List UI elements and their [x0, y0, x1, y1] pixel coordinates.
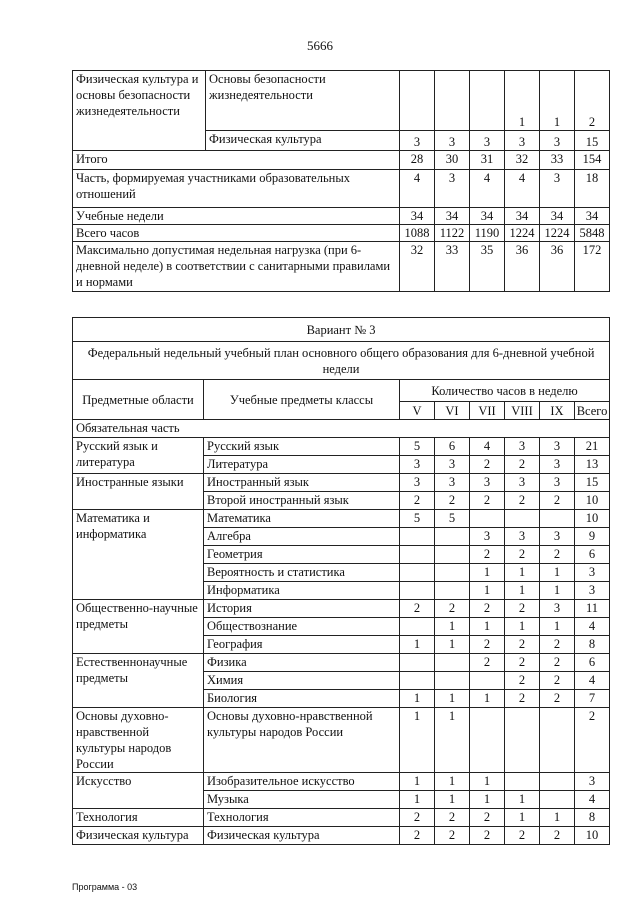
subject-area-cell: Русский язык и литература: [73, 438, 204, 474]
hours-cell: 3: [540, 600, 575, 618]
hours-cell: 13: [575, 456, 610, 474]
subject-area-cell: Общественно-научные предметы: [73, 600, 204, 654]
subject-cell: Иностранный язык: [204, 474, 400, 492]
hours-cell: 2: [505, 636, 540, 654]
hours-cell: [435, 71, 470, 131]
subject-cell: Химия: [204, 672, 400, 690]
hours-cell: 2: [505, 600, 540, 618]
hours-cell: [400, 564, 435, 582]
hours-cell: 2: [575, 71, 610, 131]
hours-cell: 2: [470, 654, 505, 672]
hours-cell: 1: [470, 690, 505, 708]
hours-cell: [400, 582, 435, 600]
page-number: 5666: [307, 38, 333, 53]
hours-cell: 1: [470, 773, 505, 791]
hours-cell: 1: [435, 791, 470, 809]
hours-cell: 2: [505, 456, 540, 474]
hours-cell: 2: [400, 827, 435, 845]
hours-cell: 34: [470, 208, 505, 225]
hours-cell: 4: [575, 672, 610, 690]
hours-cell: 1: [435, 708, 470, 773]
subject-cell: Второй иностранный язык: [204, 492, 400, 510]
grade-header: VIII: [505, 402, 540, 420]
hours-cell: 3: [400, 131, 435, 151]
hours-cell: 6: [435, 438, 470, 456]
hours-cell: 31: [470, 151, 505, 170]
hours-cell: 15: [575, 474, 610, 492]
column-header-subject: Учебные предметы классы: [204, 380, 400, 420]
hours-cell: 3: [540, 474, 575, 492]
hours-cell: 3: [400, 474, 435, 492]
hours-cell: 5: [435, 510, 470, 528]
hours-cell: 21: [575, 438, 610, 456]
hours-cell: [400, 528, 435, 546]
hours-cell: 1190: [470, 225, 505, 242]
table-row: [73, 71, 610, 131]
hours-cell: 1: [435, 618, 470, 636]
hours-cell: 1: [400, 791, 435, 809]
hours-cell: [540, 708, 575, 773]
hours-cell: 2: [540, 492, 575, 510]
subject-area-cell: Иностранные языки: [73, 474, 204, 510]
hours-cell: 3: [505, 474, 540, 492]
hours-cell: 3: [400, 456, 435, 474]
hours-cell: 2: [505, 690, 540, 708]
hours-cell: [470, 708, 505, 773]
hours-cell: 3: [575, 773, 610, 791]
hours-cell: [400, 71, 435, 131]
grade-header: IX: [540, 402, 575, 420]
hours-cell: 2: [575, 708, 610, 773]
hours-cell: 2: [540, 636, 575, 654]
hours-cell: 2: [400, 492, 435, 510]
column-header-area: Предметные области: [73, 380, 204, 420]
hours-cell: 2: [540, 827, 575, 845]
hours-cell: [435, 564, 470, 582]
hours-cell: 2: [435, 492, 470, 510]
summary-label-cell: Максимально допустимая недельная нагрузка (при 6-дневной неделе) в соответствии с санитарными правилами и нормами: [73, 242, 400, 292]
hours-cell: 1: [470, 564, 505, 582]
hours-cell: 1: [505, 71, 540, 131]
subject-cell: Геометрия: [204, 546, 400, 564]
column-header-hours: Количество часов в неделю: [400, 380, 610, 402]
subject-area-cell: Физическая культура и основы безопасности жизнедеятельности: [73, 71, 206, 151]
table-row: [73, 510, 610, 528]
subject-cell: Физическая культура: [204, 827, 400, 845]
hours-cell: 4: [400, 170, 435, 208]
table-row: [73, 654, 610, 672]
table-row: [73, 318, 610, 342]
hours-cell: 1: [470, 791, 505, 809]
hours-cell: 3: [435, 131, 470, 151]
hours-cell: 33: [540, 151, 575, 170]
table-row: [73, 151, 610, 170]
hours-cell: 34: [435, 208, 470, 225]
hours-cell: [505, 510, 540, 528]
subject-cell: Музыка: [204, 791, 400, 809]
hours-cell: 2: [505, 827, 540, 845]
hours-cell: 3: [540, 456, 575, 474]
table-row: [73, 773, 610, 791]
table-row: [73, 208, 610, 225]
hours-cell: 1: [400, 636, 435, 654]
subject-cell: Литература: [204, 456, 400, 474]
totals-table: [72, 70, 610, 292]
variant-title: Вариант № 3: [73, 318, 610, 342]
hours-cell: 1: [435, 690, 470, 708]
hours-cell: 3: [575, 564, 610, 582]
grade-header: Всего: [575, 402, 610, 420]
hours-cell: 2: [540, 690, 575, 708]
hours-cell: 15: [575, 131, 610, 151]
hours-cell: 1: [400, 708, 435, 773]
table-row: [73, 827, 610, 845]
subject-cell: История: [204, 600, 400, 618]
hours-cell: 11: [575, 600, 610, 618]
hours-cell: 5848: [575, 225, 610, 242]
hours-cell: 8: [575, 636, 610, 654]
subject-cell: Изобразительное искусство: [204, 773, 400, 791]
hours-cell: [540, 773, 575, 791]
hours-cell: 1: [505, 809, 540, 827]
hours-cell: 1122: [435, 225, 470, 242]
hours-cell: 3: [435, 170, 470, 208]
hours-cell: 1088: [400, 225, 435, 242]
hours-cell: [435, 546, 470, 564]
hours-cell: 4: [575, 618, 610, 636]
hours-cell: 3: [470, 474, 505, 492]
hours-cell: 9: [575, 528, 610, 546]
hours-cell: 28: [400, 151, 435, 170]
hours-cell: 1: [505, 618, 540, 636]
summary-label-cell: Учебные недели: [73, 208, 400, 225]
footer-text: Программа - 03: [72, 882, 138, 892]
hours-cell: 18: [575, 170, 610, 208]
hours-cell: 1: [435, 636, 470, 654]
hours-cell: 2: [470, 546, 505, 564]
table-row: [73, 474, 610, 492]
hours-cell: 4: [505, 170, 540, 208]
table-row: [73, 438, 610, 456]
hours-cell: 172: [575, 242, 610, 292]
hours-cell: 35: [470, 242, 505, 292]
hours-cell: 1: [505, 564, 540, 582]
hours-cell: 32: [400, 242, 435, 292]
hours-cell: 34: [575, 208, 610, 225]
hours-cell: 34: [540, 208, 575, 225]
hours-cell: [435, 672, 470, 690]
subject-cell: Биология: [204, 690, 400, 708]
hours-cell: 2: [470, 600, 505, 618]
subject-cell: Основы духовно-нравственной культуры народов России: [204, 708, 400, 773]
subject-area-cell: Физическая культура: [73, 827, 204, 845]
hours-cell: 6: [575, 654, 610, 672]
subject-area-cell: Математика и информатика: [73, 510, 204, 600]
hours-cell: [400, 672, 435, 690]
hours-cell: 2: [470, 809, 505, 827]
table-row: [73, 170, 610, 208]
hours-cell: 1: [540, 809, 575, 827]
hours-cell: [470, 672, 505, 690]
hours-cell: 3: [435, 474, 470, 492]
subject-cell: Вероятность и статистика: [204, 564, 400, 582]
hours-cell: 1224: [505, 225, 540, 242]
table-row: [73, 342, 610, 380]
hours-cell: 2: [505, 492, 540, 510]
hours-cell: 1: [505, 582, 540, 600]
hours-cell: 1: [540, 71, 575, 131]
hours-cell: 7: [575, 690, 610, 708]
hours-cell: 34: [400, 208, 435, 225]
hours-cell: [400, 618, 435, 636]
hours-cell: 1: [400, 690, 435, 708]
subject-cell: Физика: [204, 654, 400, 672]
hours-cell: 3: [505, 438, 540, 456]
hours-cell: 36: [540, 242, 575, 292]
subject-cell: Алгебра: [204, 528, 400, 546]
hours-cell: 2: [540, 672, 575, 690]
subject-cell: Физическая культура: [206, 131, 400, 151]
hours-cell: 1: [470, 582, 505, 600]
hours-cell: 2: [505, 672, 540, 690]
hours-cell: 4: [470, 438, 505, 456]
hours-cell: [435, 582, 470, 600]
hours-cell: 2: [505, 654, 540, 672]
hours-cell: 1: [505, 791, 540, 809]
subject-cell: Технология: [204, 809, 400, 827]
summary-label-cell: Всего часов: [73, 225, 400, 242]
hours-cell: 2: [540, 546, 575, 564]
hours-cell: 2: [435, 600, 470, 618]
hours-cell: 5: [400, 438, 435, 456]
table-row: [73, 809, 610, 827]
hours-cell: 3: [540, 131, 575, 151]
subject-cell: География: [204, 636, 400, 654]
hours-cell: 30: [435, 151, 470, 170]
table-row: [73, 420, 610, 438]
hours-cell: 2: [400, 600, 435, 618]
subject-cell: Информатика: [204, 582, 400, 600]
subject-area-cell: Естественнонаучные предметы: [73, 654, 204, 708]
hours-cell: 3: [435, 456, 470, 474]
hours-cell: 1: [540, 618, 575, 636]
plan-subtitle: Федеральный недельный учебный план основного общего образования для 6-дневной учебной недели: [73, 342, 610, 380]
hours-cell: 10: [575, 827, 610, 845]
hours-cell: 3: [505, 131, 540, 151]
hours-cell: 33: [435, 242, 470, 292]
table-row: [73, 600, 610, 618]
subject-cell: Основы безопасности жизнедеятельности: [206, 71, 400, 131]
hours-cell: 36: [505, 242, 540, 292]
hours-cell: [505, 773, 540, 791]
hours-cell: [400, 546, 435, 564]
subject-cell: Обществознание: [204, 618, 400, 636]
summary-label-cell: Итого: [73, 151, 400, 170]
grade-header: V: [400, 402, 435, 420]
hours-cell: 154: [575, 151, 610, 170]
hours-cell: 6: [575, 546, 610, 564]
hours-cell: 1224: [540, 225, 575, 242]
table-row: [73, 708, 610, 773]
hours-cell: 1: [470, 618, 505, 636]
hours-cell: [435, 528, 470, 546]
hours-cell: 1: [540, 564, 575, 582]
grade-header: VI: [435, 402, 470, 420]
subject-area-cell: Основы духовно-нравственной культуры народов России: [73, 708, 204, 773]
subject-area-cell: Технология: [73, 809, 204, 827]
hours-cell: 34: [505, 208, 540, 225]
hours-cell: 3: [575, 582, 610, 600]
hours-cell: 2: [400, 809, 435, 827]
hours-cell: 2: [505, 546, 540, 564]
grade-header: VII: [470, 402, 505, 420]
table-row: [73, 380, 610, 402]
hours-cell: 2: [540, 654, 575, 672]
hours-cell: 32: [505, 151, 540, 170]
hours-cell: 2: [470, 492, 505, 510]
hours-cell: 3: [540, 438, 575, 456]
hours-cell: [400, 654, 435, 672]
hours-cell: [435, 654, 470, 672]
subject-cell: Русский язык: [204, 438, 400, 456]
curriculum-table: [72, 317, 610, 845]
subject-cell: Математика: [204, 510, 400, 528]
subject-area-cell: Искусство: [73, 773, 204, 809]
hours-cell: 3: [540, 170, 575, 208]
hours-cell: 8: [575, 809, 610, 827]
table-row: [73, 225, 610, 242]
hours-cell: 10: [575, 510, 610, 528]
hours-cell: 1: [540, 582, 575, 600]
hours-cell: 2: [470, 636, 505, 654]
hours-cell: [540, 791, 575, 809]
hours-cell: 2: [435, 809, 470, 827]
hours-cell: 1: [435, 773, 470, 791]
hours-cell: 1: [400, 773, 435, 791]
hours-cell: 4: [575, 791, 610, 809]
hours-cell: 3: [505, 528, 540, 546]
table-row: [73, 242, 610, 292]
hours-cell: [470, 510, 505, 528]
hours-cell: 3: [470, 131, 505, 151]
hours-cell: [540, 510, 575, 528]
hours-cell: 4: [470, 170, 505, 208]
hours-cell: 10: [575, 492, 610, 510]
hours-cell: 2: [470, 827, 505, 845]
mandatory-part-label: Обязательная часть: [73, 420, 610, 438]
hours-cell: 5: [400, 510, 435, 528]
hours-cell: [470, 71, 505, 131]
hours-cell: 2: [470, 456, 505, 474]
hours-cell: 2: [435, 827, 470, 845]
hours-cell: 3: [540, 528, 575, 546]
summary-label-cell: Часть, формируемая участниками образовательных отношений: [73, 170, 400, 208]
hours-cell: [505, 708, 540, 773]
hours-cell: 3: [470, 528, 505, 546]
